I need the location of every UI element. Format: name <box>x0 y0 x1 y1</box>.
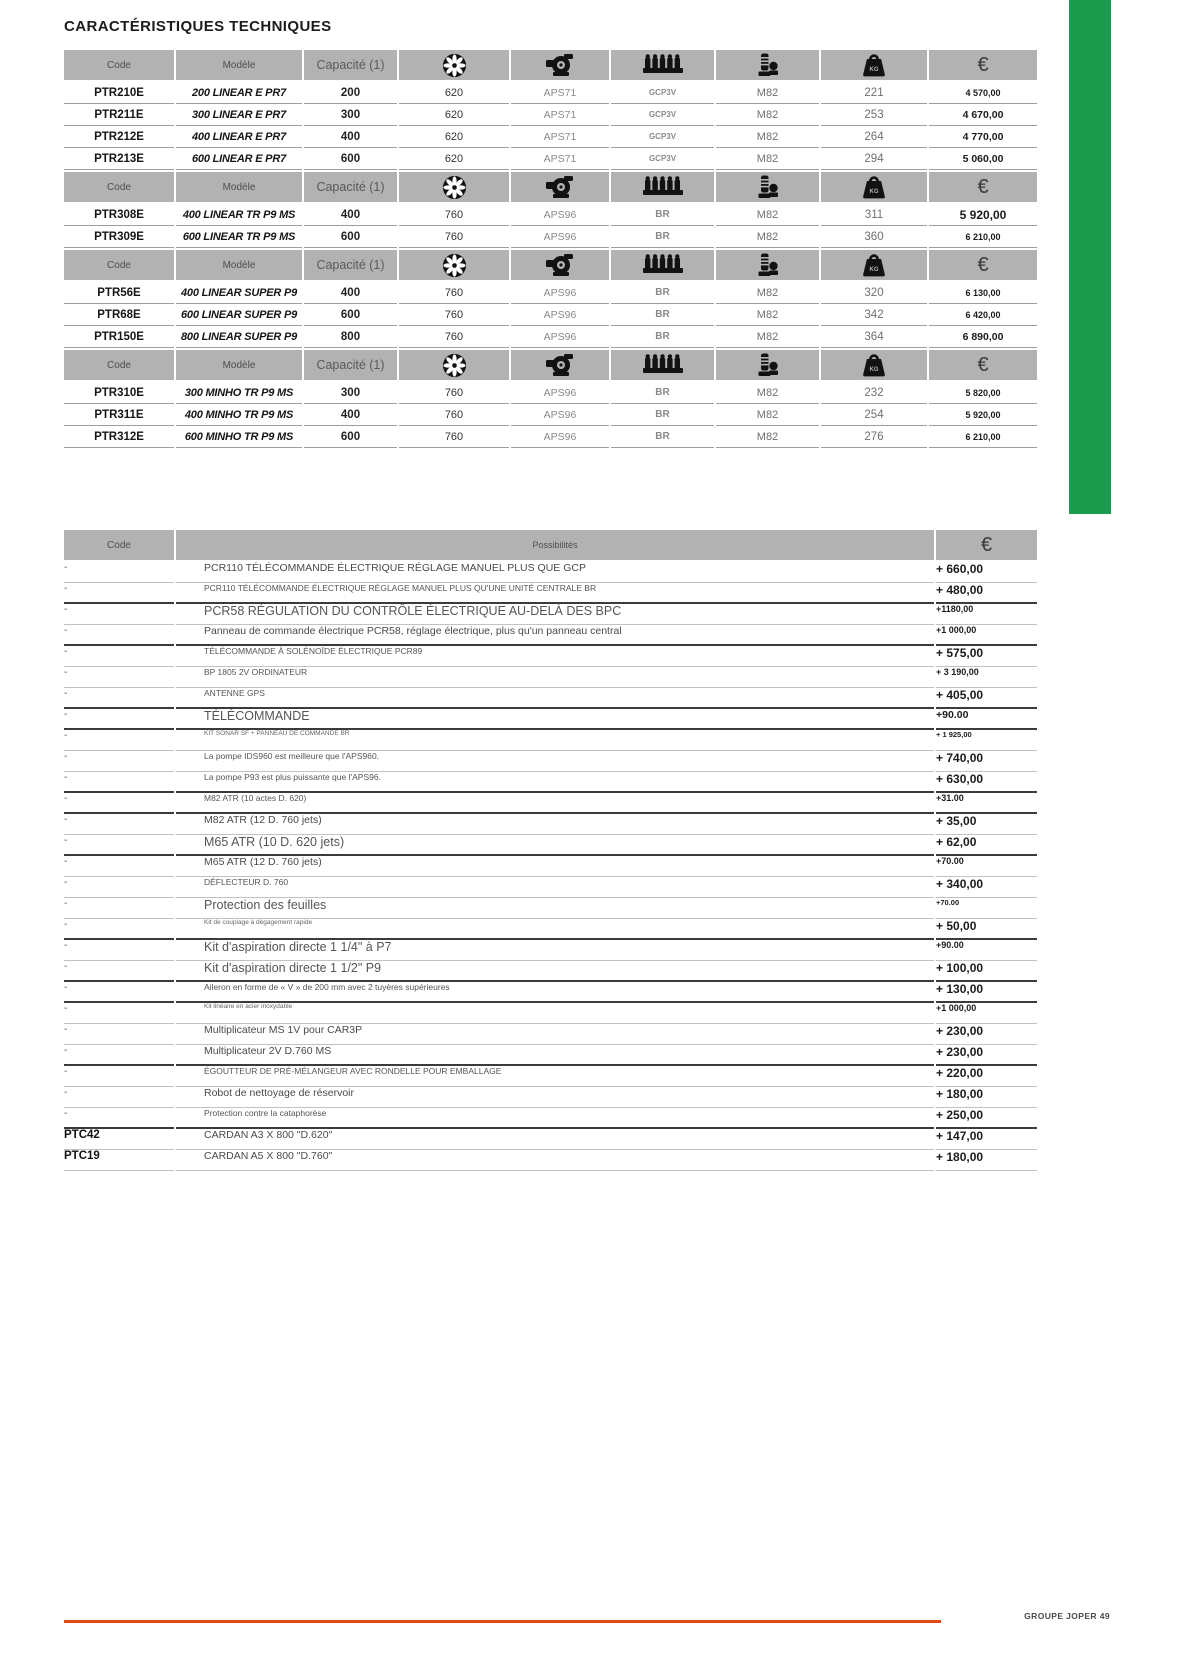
spec-header-model: Modèle <box>176 250 302 280</box>
options-cell-description: ÉGOUTTEUR DE PRÉ-MÉLANGEUR AVEC RONDELLE POUR EMBALLAGE <box>176 1066 934 1087</box>
spec-cell-panel: GCP3V <box>611 82 714 104</box>
spec-cell-panel: BR <box>611 426 714 448</box>
options-cell-price: + 220,00 <box>936 1066 1037 1087</box>
options-cell-price: +1180,00 <box>936 604 1037 625</box>
options-cell-price: +1 000,00 <box>936 1003 1037 1024</box>
options-cell-price: +70.00 <box>936 856 1037 877</box>
spec-cell-panel: BR <box>611 282 714 304</box>
spec-header-capacity: Capacité (1) <box>304 350 397 380</box>
sprayer-icon <box>716 50 819 80</box>
footer-text: GROUPE JOPER 49 <box>1024 1611 1110 1621</box>
options-cell-description: Aileron en forme de « V » de 200 mm avec 2 tuyères supérieures <box>176 982 934 1003</box>
spec-header-capacity: Capacité (1) <box>304 172 397 202</box>
spec-cell-capacity: 600 <box>304 226 397 248</box>
options-cell-description: M65 ATR (10 D. 620 jets) <box>176 835 934 856</box>
spec-header-row <box>64 250 1037 280</box>
options-row <box>64 1108 1037 1129</box>
options-cell-description: Protection des feuilles <box>176 898 934 919</box>
spec-cell-nozzle: M82 <box>716 404 819 426</box>
svg-text:KG: KG <box>869 188 879 195</box>
spec-cell-code: PTR311E <box>64 404 174 426</box>
options-row <box>64 1003 1037 1024</box>
spec-cell-pump: APS96 <box>511 226 609 248</box>
spec-cell-pump: APS96 <box>511 326 609 348</box>
options-cell-code: - <box>64 625 174 646</box>
spec-cell-nozzle: M82 <box>716 226 819 248</box>
options-row <box>64 814 1037 835</box>
spec-cell-panel: BR <box>611 382 714 404</box>
spec-cell-model: 300 MINHO TR P9 MS <box>176 382 302 404</box>
spec-cell-panel: GCP3V <box>611 148 714 170</box>
spec-cell-capacity: 400 <box>304 204 397 226</box>
options-cell-description: Kit d'aspiration directe 1 1/2" P9 <box>176 961 934 982</box>
spec-cell-pump: APS96 <box>511 204 609 226</box>
spec-cell-capacity: 400 <box>304 126 397 148</box>
spec-header-code: Code <box>64 50 174 80</box>
spec-cell-weight: 221 <box>821 82 927 104</box>
options-row <box>64 877 1037 898</box>
spec-cell-price: 4 670,00 <box>929 104 1037 126</box>
options-cell-code: - <box>64 1066 174 1087</box>
weight-kg-icon <box>821 250 927 280</box>
spec-cell-panel: GCP3V <box>611 126 714 148</box>
options-cell-code: - <box>64 982 174 1003</box>
euro-icon: € <box>929 350 1037 380</box>
spec-cell-code: PTR310E <box>64 382 174 404</box>
pump-icon <box>511 172 609 202</box>
spec-cell-price: 4 770,00 <box>929 126 1037 148</box>
fan-icon <box>399 250 509 280</box>
spec-row <box>64 204 1037 226</box>
euro-icon: € <box>929 50 1037 80</box>
pump-icon <box>511 250 609 280</box>
spec-cell-code: PTR312E <box>64 426 174 448</box>
options-row <box>64 1087 1037 1108</box>
spec-cell-fan: 760 <box>399 426 509 448</box>
options-cell-code: - <box>64 1108 174 1129</box>
spec-cell-price: 5 920,00 <box>929 404 1037 426</box>
spec-header-model: Modèle <box>176 172 302 202</box>
spec-cell-capacity: 300 <box>304 382 397 404</box>
options-cell-code: - <box>64 1087 174 1108</box>
spec-cell-nozzle: M82 <box>716 282 819 304</box>
spec-cell-code: PTR309E <box>64 226 174 248</box>
options-row <box>64 1129 1037 1150</box>
options-cell-code: PTC42 <box>64 1129 174 1150</box>
options-cell-code: - <box>64 583 174 604</box>
spec-cell-code: PTR56E <box>64 282 174 304</box>
svg-text:KG: KG <box>869 66 879 73</box>
spec-cell-model: 300 LINEAR E PR7 <box>176 104 302 126</box>
spec-cell-fan: 760 <box>399 326 509 348</box>
spec-cell-weight: 364 <box>821 326 927 348</box>
spec-cell-pump: APS96 <box>511 426 609 448</box>
spec-cell-price: 6 210,00 <box>929 226 1037 248</box>
options-cell-description: Panneau de commande électrique PCR58, réglage électrique, plus qu'un panneau central <box>176 625 934 646</box>
options-cell-price: + 100,00 <box>936 961 1037 982</box>
options-cell-price: + 147,00 <box>936 1129 1037 1150</box>
spec-cell-nozzle: M82 <box>716 148 819 170</box>
spec-cell-nozzle: M82 <box>716 326 819 348</box>
options-cell-price: + 480,00 <box>936 583 1037 604</box>
spec-header-model: Modèle <box>176 350 302 380</box>
spec-cell-nozzle: M82 <box>716 126 819 148</box>
spec-cell-pump: APS71 <box>511 148 609 170</box>
options-cell-code: - <box>64 814 174 835</box>
fan-icon <box>399 350 509 380</box>
fan-icon <box>399 50 509 80</box>
options-row <box>64 1150 1037 1171</box>
spec-cell-weight: 294 <box>821 148 927 170</box>
spec-cell-price: 5 820,00 <box>929 382 1037 404</box>
spec-cell-model: 800 LINEAR SUPER P9 <box>176 326 302 348</box>
spec-cell-code: PTR212E <box>64 126 174 148</box>
options-cell-description: CARDAN A5 X 800 "D.760" <box>176 1150 934 1171</box>
options-cell-description: La pompe P93 est plus puissante que l'APS96. <box>176 772 934 793</box>
options-cell-description: M82 ATR (10 actes D. 620) <box>176 793 934 814</box>
spec-cell-nozzle: M82 <box>716 204 819 226</box>
spec-cell-nozzle: M82 <box>716 304 819 326</box>
pump-icon <box>511 350 609 380</box>
spec-cell-capacity: 600 <box>304 426 397 448</box>
options-row <box>64 940 1037 961</box>
options-cell-code: - <box>64 1045 174 1066</box>
options-cell-description: Kit d'aspiration directe 1 1/4" à P7 <box>176 940 934 961</box>
spec-cell-capacity: 300 <box>304 104 397 126</box>
options-cell-code: - <box>64 709 174 730</box>
spec-cell-weight: 360 <box>821 226 927 248</box>
sprayer-icon <box>716 250 819 280</box>
spec-cell-panel: BR <box>611 304 714 326</box>
options-cell-price: + 340,00 <box>936 877 1037 898</box>
options-cell-code: - <box>64 877 174 898</box>
options-cell-price: + 62,00 <box>936 835 1037 856</box>
options-cell-code: - <box>64 961 174 982</box>
options-row <box>64 919 1037 940</box>
spec-cell-fan: 760 <box>399 404 509 426</box>
options-cell-code: PTC19 <box>64 1150 174 1171</box>
spec-cell-weight: 232 <box>821 382 927 404</box>
options-cell-price: + 230,00 <box>936 1024 1037 1045</box>
spec-header-capacity: Capacité (1) <box>304 250 397 280</box>
options-row <box>64 625 1037 646</box>
spec-cell-fan: 620 <box>399 104 509 126</box>
spec-header-model: Modèle <box>176 50 302 80</box>
options-cell-description: BP 1805 2V ORDINATEUR <box>176 667 934 688</box>
euro-icon: € <box>929 250 1037 280</box>
options-cell-price: + 50,00 <box>936 919 1037 940</box>
spec-cell-code: PTR68E <box>64 304 174 326</box>
options-cell-price: + 660,00 <box>936 562 1037 583</box>
control-panel-icon <box>611 172 714 202</box>
options-cell-code: - <box>64 562 174 583</box>
options-row <box>64 730 1037 751</box>
spec-cell-price: 6 130,00 <box>929 282 1037 304</box>
spec-row <box>64 282 1037 304</box>
spec-cell-fan: 760 <box>399 382 509 404</box>
options-cell-price: + 630,00 <box>936 772 1037 793</box>
options-cell-price: +70.00 <box>936 898 1037 919</box>
spec-cell-model: 200 LINEAR E PR7 <box>176 82 302 104</box>
options-cell-price: + 405,00 <box>936 688 1037 709</box>
spec-header-row <box>64 350 1037 380</box>
options-row <box>64 898 1037 919</box>
spec-row <box>64 404 1037 426</box>
options-row <box>64 772 1037 793</box>
spec-row <box>64 226 1037 248</box>
spec-cell-code: PTR213E <box>64 148 174 170</box>
spec-cell-model: 400 LINEAR TR P9 MS <box>176 204 302 226</box>
spec-cell-fan: 760 <box>399 304 509 326</box>
spec-cell-model: 600 LINEAR SUPER P9 <box>176 304 302 326</box>
spec-cell-nozzle: M82 <box>716 104 819 126</box>
options-cell-description: CARDAN A3 X 800 "D.620" <box>176 1129 934 1150</box>
options-cell-price: + 740,00 <box>936 751 1037 772</box>
spec-header-row <box>64 50 1037 80</box>
spec-cell-code: PTR211E <box>64 104 174 126</box>
options-cell-price: + 130,00 <box>936 982 1037 1003</box>
options-row <box>64 688 1037 709</box>
spec-cell-code: PTR210E <box>64 82 174 104</box>
options-cell-code: - <box>64 898 174 919</box>
spec-cell-capacity: 800 <box>304 326 397 348</box>
spec-cell-weight: 342 <box>821 304 927 326</box>
options-cell-price: +90.00 <box>936 940 1037 961</box>
options-header-row <box>64 530 1037 560</box>
options-cell-code: - <box>64 604 174 625</box>
spec-cell-panel: BR <box>611 204 714 226</box>
options-row <box>64 1066 1037 1087</box>
options-cell-code: - <box>64 856 174 877</box>
options-header-code: Code <box>64 530 174 560</box>
spec-cell-capacity: 200 <box>304 82 397 104</box>
options-cell-description: Kit de couplage à dégagement rapide <box>176 919 934 940</box>
control-panel-icon <box>611 50 714 80</box>
spec-row <box>64 148 1037 170</box>
spec-cell-model: 600 LINEAR TR P9 MS <box>176 226 302 248</box>
options-cell-code: - <box>64 688 174 709</box>
options-cell-description: PCR110 TÉLÉCOMMANDE ÉLECTRIQUE RÉGLAGE MANUEL PLUS QUE GCP <box>176 562 934 583</box>
options-cell-code: - <box>64 940 174 961</box>
svg-text:KG: KG <box>869 366 879 373</box>
options-cell-price: + 230,00 <box>936 1045 1037 1066</box>
options-cell-code: - <box>64 919 174 940</box>
options-row <box>64 835 1037 856</box>
spec-header-code: Code <box>64 172 174 202</box>
options-cell-price: +1 000,00 <box>936 625 1037 646</box>
green-sidebar <box>1069 0 1111 514</box>
spec-cell-model: 600 LINEAR E PR7 <box>176 148 302 170</box>
spec-row <box>64 104 1037 126</box>
options-cell-description: KIT SONAR SF + PANNEAU DE COMMANDE BR <box>176 730 934 751</box>
spec-row <box>64 326 1037 348</box>
svg-text:KG: KG <box>869 266 879 273</box>
options-header-possibilities: Possibilités <box>176 530 934 560</box>
options-row <box>64 667 1037 688</box>
spec-cell-nozzle: M82 <box>716 426 819 448</box>
options-cell-description: PCR58 RÉGULATION DU CONTRÔLE ÉLECTRIQUE AU-DELÀ DES BPC <box>176 604 934 625</box>
euro-icon: € <box>936 530 1037 560</box>
spec-cell-price: 5 060,00 <box>929 148 1037 170</box>
weight-kg-icon <box>821 350 927 380</box>
options-row <box>64 961 1037 982</box>
options-row <box>64 793 1037 814</box>
spec-cell-fan: 620 <box>399 82 509 104</box>
spec-cell-model: 400 LINEAR E PR7 <box>176 126 302 148</box>
spec-cell-model: 400 LINEAR SUPER P9 <box>176 282 302 304</box>
spec-row <box>64 304 1037 326</box>
options-table <box>64 530 1037 1171</box>
spec-cell-fan: 760 <box>399 204 509 226</box>
options-cell-description: M82 ATR (12 D. 760 jets) <box>176 814 934 835</box>
control-panel-icon <box>611 250 714 280</box>
spec-header-capacity: Capacité (1) <box>304 50 397 80</box>
spec-cell-panel: BR <box>611 326 714 348</box>
options-cell-code: - <box>64 667 174 688</box>
options-row <box>64 562 1037 583</box>
options-cell-description: PCR110 TÉLÉCOMMANDE ÉLECTRIQUE RÉGLAGE MANUEL PLUS QU'UNE UNITÉ CENTRALE BR <box>176 583 934 604</box>
weight-kg-icon <box>821 172 927 202</box>
spec-cell-model: 400 MINHO TR P9 MS <box>176 404 302 426</box>
page-title: CARACTÉRISTIQUES TECHNIQUES <box>64 18 332 35</box>
spec-cell-weight: 253 <box>821 104 927 126</box>
options-cell-description: Protection contre la cataphorèse <box>176 1108 934 1129</box>
spec-row <box>64 82 1037 104</box>
options-cell-description: TÉLÉCOMMANDE À SOLÉNOÏDE ÉLECTRIQUE PCR89 <box>176 646 934 667</box>
spec-cell-nozzle: M82 <box>716 82 819 104</box>
options-cell-description: Multiplicateur MS 1V pour CAR3P <box>176 1024 934 1045</box>
footer-rule <box>64 1620 941 1623</box>
options-cell-price: + 250,00 <box>936 1108 1037 1129</box>
spec-row <box>64 126 1037 148</box>
options-cell-description: Kit linéaire en acier inoxydable <box>176 1003 934 1024</box>
spec-cell-price: 6 420,00 <box>929 304 1037 326</box>
spec-cell-fan: 760 <box>399 226 509 248</box>
options-cell-description: ANTENNE GPS <box>176 688 934 709</box>
options-cell-price: +90.00 <box>936 709 1037 730</box>
spec-cell-fan: 620 <box>399 148 509 170</box>
spec-cell-capacity: 400 <box>304 282 397 304</box>
control-panel-icon <box>611 350 714 380</box>
spec-header-code: Code <box>64 250 174 280</box>
spec-cell-weight: 311 <box>821 204 927 226</box>
spec-cell-code: PTR150E <box>64 326 174 348</box>
spec-cell-pump: APS71 <box>511 126 609 148</box>
spec-cell-pump: APS71 <box>511 82 609 104</box>
spec-header-row <box>64 172 1037 202</box>
spec-cell-capacity: 600 <box>304 148 397 170</box>
spec-cell-panel: BR <box>611 226 714 248</box>
options-cell-code: - <box>64 1003 174 1024</box>
options-cell-description: Robot de nettoyage de réservoir <box>176 1087 934 1108</box>
options-cell-code: - <box>64 730 174 751</box>
options-cell-description: Multiplicateur 2V D.760 MS <box>176 1045 934 1066</box>
options-row <box>64 646 1037 667</box>
spec-cell-pump: APS96 <box>511 282 609 304</box>
spec-cell-price: 6 210,00 <box>929 426 1037 448</box>
options-row <box>64 604 1037 625</box>
pump-icon <box>511 50 609 80</box>
options-cell-price: + 35,00 <box>936 814 1037 835</box>
options-row <box>64 751 1037 772</box>
options-cell-code: - <box>64 646 174 667</box>
spec-cell-panel: BR <box>611 404 714 426</box>
options-cell-code: - <box>64 751 174 772</box>
sprayer-icon <box>716 350 819 380</box>
options-cell-price: + 180,00 <box>936 1150 1037 1171</box>
spec-cell-weight: 320 <box>821 282 927 304</box>
spec-row <box>64 382 1037 404</box>
sprayer-icon <box>716 172 819 202</box>
spec-cell-capacity: 600 <box>304 304 397 326</box>
options-cell-description: La pompe IDS960 est meilleure que l'APS960. <box>176 751 934 772</box>
fan-icon <box>399 172 509 202</box>
spec-cell-weight: 276 <box>821 426 927 448</box>
spec-cell-pump: APS96 <box>511 382 609 404</box>
options-cell-description: TÉLÉCOMMANDE <box>176 709 934 730</box>
options-row <box>64 856 1037 877</box>
weight-kg-icon <box>821 50 927 80</box>
options-cell-code: - <box>64 772 174 793</box>
options-cell-price: + 575,00 <box>936 646 1037 667</box>
spec-cell-price: 4 570,00 <box>929 82 1037 104</box>
options-cell-price: +31.00 <box>936 793 1037 814</box>
spec-cell-nozzle: M82 <box>716 382 819 404</box>
spec-cell-pump: APS96 <box>511 404 609 426</box>
spec-cell-capacity: 400 <box>304 404 397 426</box>
options-row <box>64 583 1037 604</box>
spec-cell-fan: 760 <box>399 282 509 304</box>
options-row <box>64 709 1037 730</box>
spec-cell-code: PTR308E <box>64 204 174 226</box>
spec-cell-fan: 620 <box>399 126 509 148</box>
spec-cell-panel: GCP3V <box>611 104 714 126</box>
spec-tables <box>64 48 1037 448</box>
spec-cell-pump: APS71 <box>511 104 609 126</box>
options-cell-price: + 1 925,00 <box>936 730 1037 751</box>
spec-cell-model: 600 MINHO TR P9 MS <box>176 426 302 448</box>
spec-cell-weight: 254 <box>821 404 927 426</box>
options-cell-price: + 3 190,00 <box>936 667 1037 688</box>
euro-icon: € <box>929 172 1037 202</box>
spec-cell-weight: 264 <box>821 126 927 148</box>
options-cell-code: - <box>64 1024 174 1045</box>
options-cell-description: DÉFLECTEUR D. 760 <box>176 877 934 898</box>
options-row <box>64 1024 1037 1045</box>
spec-cell-price: 5 920,00 <box>929 204 1037 226</box>
options-cell-code: - <box>64 793 174 814</box>
spec-header-code: Code <box>64 350 174 380</box>
options-cell-price: + 180,00 <box>936 1087 1037 1108</box>
spec-cell-pump: APS96 <box>511 304 609 326</box>
spec-cell-price: 6 890,00 <box>929 326 1037 348</box>
options-cell-code: - <box>64 835 174 856</box>
options-row <box>64 982 1037 1003</box>
options-row <box>64 1045 1037 1066</box>
options-cell-description: M65 ATR (12 D. 760 jets) <box>176 856 934 877</box>
spec-row <box>64 426 1037 448</box>
